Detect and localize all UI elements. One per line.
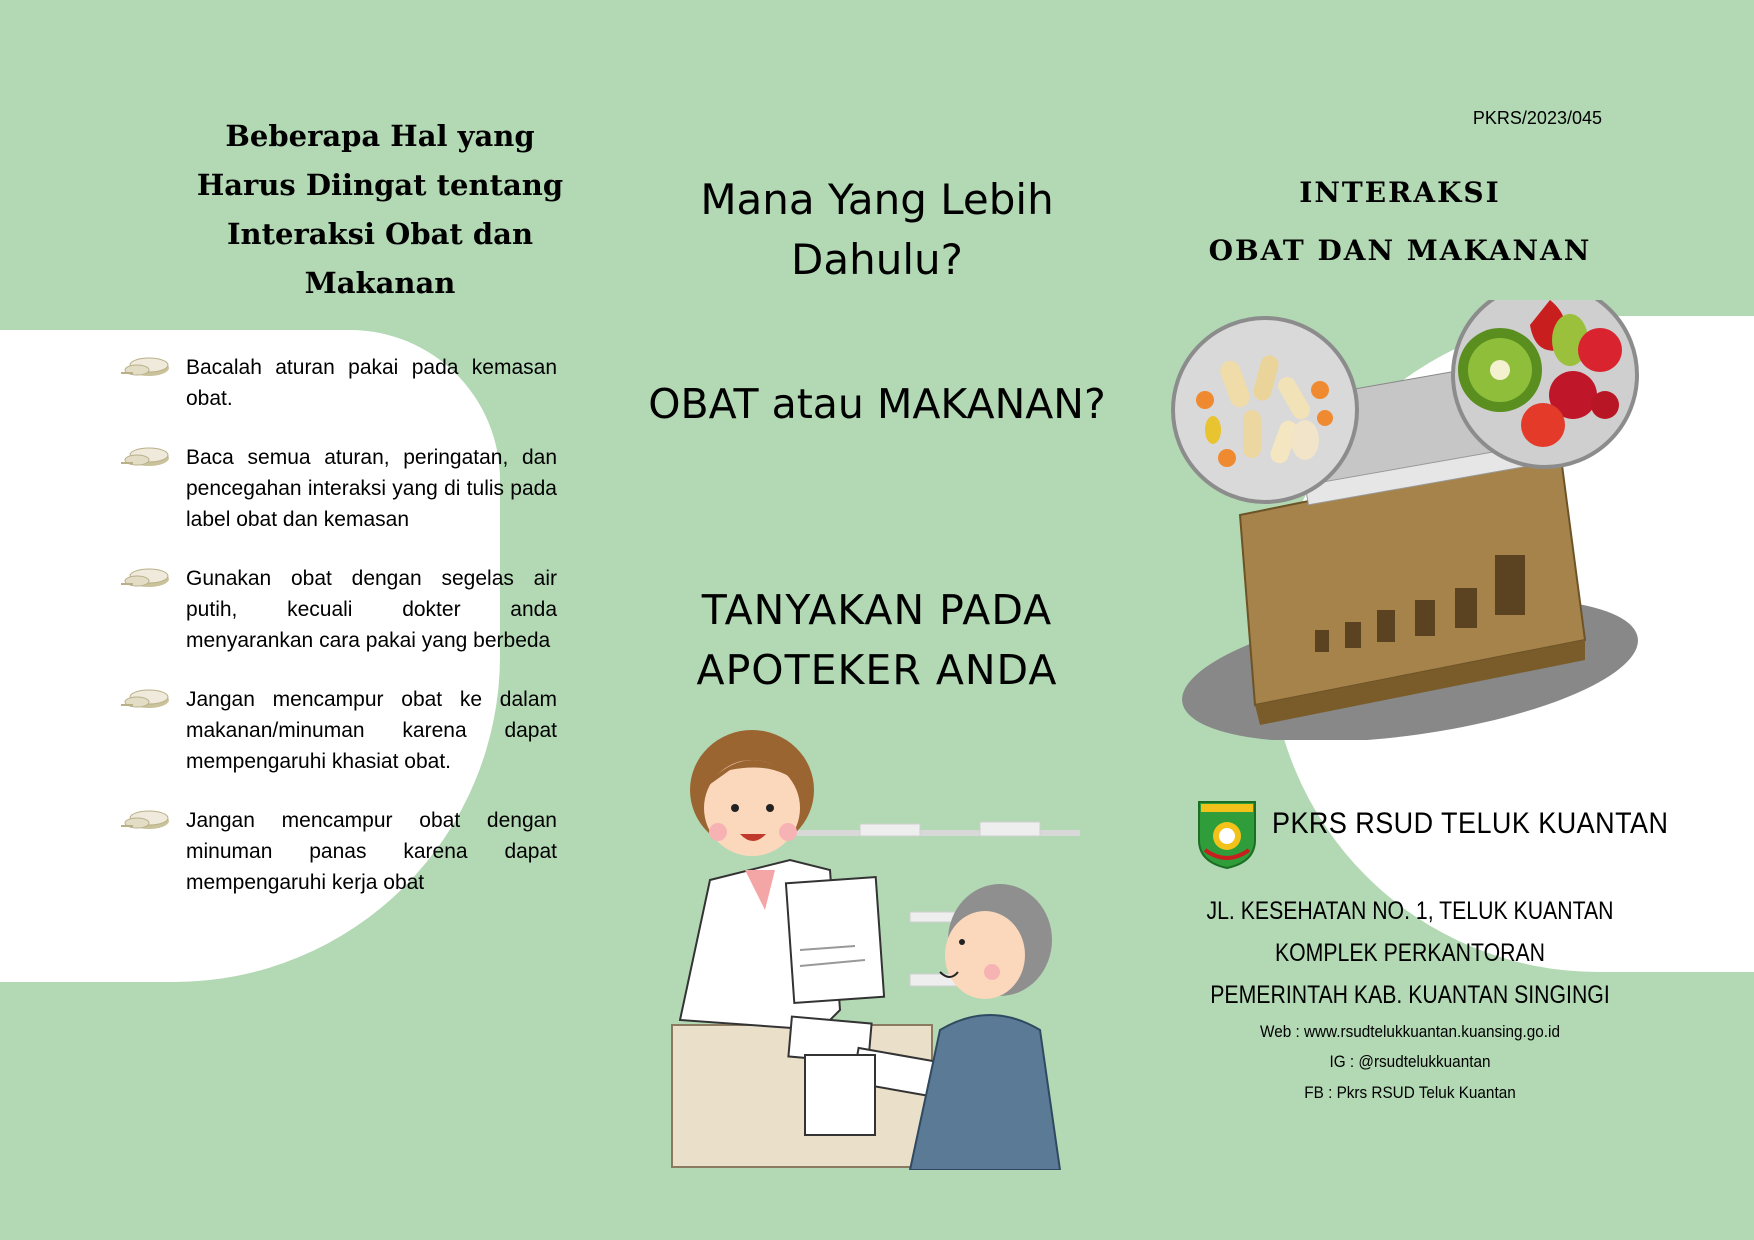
options-heading: OBAT atau MAKANAN?: [648, 380, 1106, 428]
scale-illustration: [1165, 300, 1645, 740]
pill-bullet-icon: [119, 564, 171, 590]
tips-list: [115, 352, 557, 898]
address-line-2: KOMPLEK PERKANTORAN: [1274, 939, 1546, 967]
left-panel-title: Beberapa Hal yang Harus Diingat tentang Interaksi Obat dan Makanan: [196, 119, 564, 300]
pill-bullet-icon: [119, 443, 171, 469]
regency-logo: [1197, 800, 1257, 870]
document-code: PKRS/2023/045: [1472, 108, 1602, 128]
pill-bullet-icon: [119, 353, 171, 379]
pill-bullet-icon: [119, 806, 171, 832]
hospital-name: PKRS RSUD TELUK KUANTAN: [1272, 807, 1669, 840]
facebook-text: FB : Pkrs RSUD Teluk Kuantan: [1304, 1083, 1516, 1102]
advice-heading: TANYAKAN PADA APOTEKER ANDA: [696, 586, 1058, 694]
website-text: Web : www.rsudtelukkuantan.kuansing.go.id: [1260, 1022, 1560, 1041]
address-line-1: JL. KESEHATAN NO. 1, TELUK KUANTAN: [1206, 897, 1614, 925]
list-item: Gunakan obat dengan segelas air putih, kecuali dokter anda menyarankan cara pakai yang berbeda: [115, 563, 557, 656]
list-item: Bacalah aturan pakai pada kemasan obat.: [115, 352, 557, 414]
list-item: Jangan mencampur obat ke dalam makanan/minuman karena dapat mempengaruhi khasiat obat.: [115, 684, 557, 777]
instagram-text: IG : @rsudtelukkuantan: [1329, 1052, 1491, 1071]
list-item: Baca semua aturan, peringatan, dan pencegahan interaksi yang di tulis pada label obat dan kemasan: [115, 442, 557, 535]
pill-bullet-icon: [119, 685, 171, 711]
list-item: Jangan mencampur obat dengan minuman panas karena dapat mempengaruhi kerja obat: [115, 805, 557, 898]
address-line-3: PEMERINTAH KAB. KUANTAN SINGINGI: [1210, 981, 1610, 1009]
cover-title-line1: INTERAKSI: [1299, 176, 1501, 209]
question-heading: Mana Yang Lebih Dahulu?: [700, 175, 1054, 284]
pharmacist-illustration: [640, 710, 1100, 1170]
cover-title-line2: OBAT DAN MAKANAN: [1208, 234, 1592, 267]
